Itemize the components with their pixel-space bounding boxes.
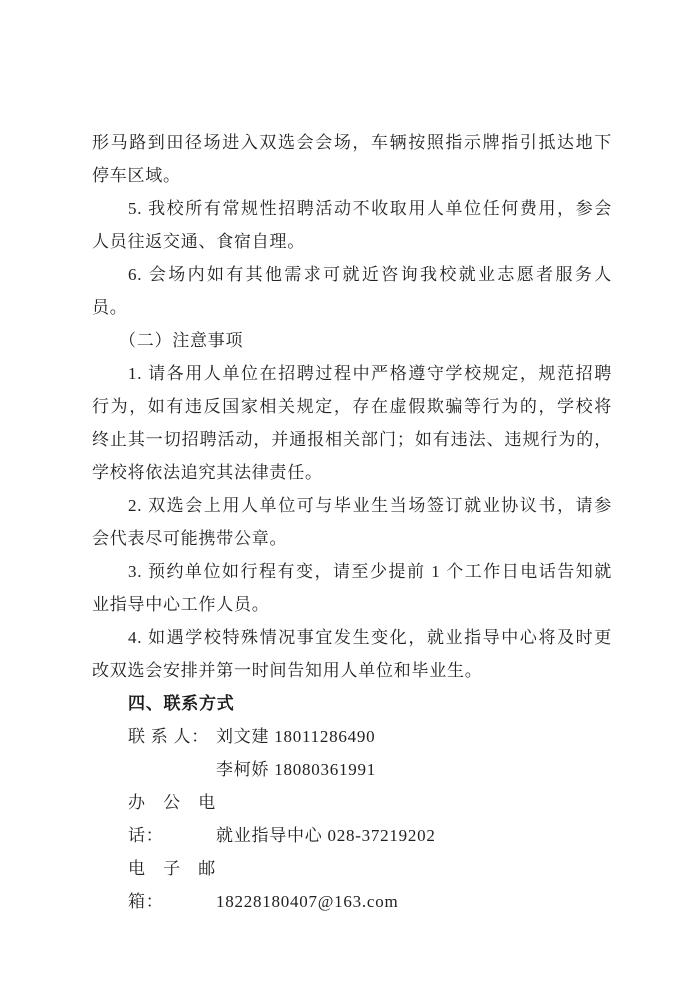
text-line: 形马路到田径场进入双选会会场，车辆按照指示牌指引抵达地下 [92,133,612,152]
document-body [92,126,612,918]
text-line: 停车区域。 [92,166,181,185]
text-line: 6. 会场内如有其他需求可就近咨询我校就业志愿者服务人 [128,265,612,284]
text-line: 终止其一切招聘活动，并通报相关部门；如有违法、违规行为的， [92,430,612,449]
text-line: 人员往返交通、食宿自理。 [92,232,305,251]
text-line: 4. 如遇学校特殊情况事宜发生变化，就业指导中心将及时更 [128,628,612,647]
contact-line [92,753,612,786]
contact-line [92,720,612,753]
text-line: 2. 双选会上用人单位可与毕业生当场签订就业协议书，请参 [128,496,612,515]
contact-label: 联 系 人： [128,727,209,746]
text-line: 行为，如有违反国家相关规定，存在虚假欺骗等行为的，学校将 [92,397,612,416]
subsection-heading: （二）注意事项 [119,331,244,350]
text-line: 学校将依法追究其法律责任。 [92,463,323,482]
contact-label: 办公电话： [128,793,216,845]
contact-label: 电子邮箱： [128,859,216,911]
text-line: 改双选会安排并第一时间告知用人单位和毕业生。 [92,661,483,680]
text-line: 1. 请各用人单位在招聘过程中严格遵守学校规定，规范招聘 [128,364,612,383]
contact-value: 18228180407@163.com [216,892,399,911]
text-line: 会代表尽可能携带公章。 [92,529,288,548]
contact-value: 就业指导中心 028-37219202 [216,826,436,845]
text-line: 业指导中心工作人员。 [92,595,270,614]
contact-value: 刘文建 18011286490 [216,727,376,746]
text-line: 5. 我校所有常规性招聘活动不收取用人单位任何费用，参会 [128,199,612,218]
text-line: 员。 [92,298,128,317]
contact-line [92,852,612,918]
text-line: 3. 预约单位如行程有变，请至少提前 1 个工作日电话告知就 [128,562,612,581]
section-heading: 四、联系方式 [128,694,235,713]
contact-value: 李柯娇 18080361991 [216,760,376,779]
contact-line [92,786,612,852]
